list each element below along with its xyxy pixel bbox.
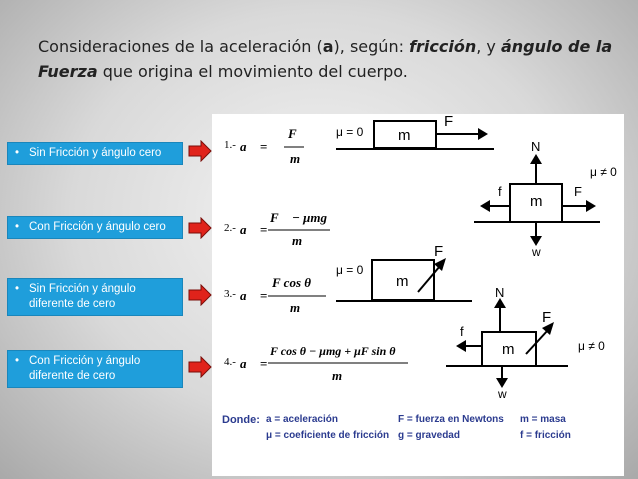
svg-text:F: F [434, 243, 444, 260]
eq4-number: 4.- [224, 356, 236, 368]
red-arrow-icon [188, 284, 212, 306]
eq4-denominator: m [332, 368, 343, 383]
red-arrow-icon [188, 356, 212, 378]
svg-text:m: m [398, 127, 411, 144]
svg-text:f: f [460, 324, 464, 339]
legend-f: f = fricción [520, 430, 571, 441]
eq3-numerator: F cos θ [272, 275, 312, 290]
legend-g: g = gravedad [398, 430, 460, 441]
red-arrow-icon [188, 140, 212, 162]
legend-m: m = masa [520, 414, 566, 425]
svg-text:F: F [444, 114, 454, 130]
eq2-number: 2.- [224, 222, 236, 234]
eq1-denominator: m [290, 151, 301, 166]
svg-text:μ = 0: μ = 0 [336, 263, 364, 277]
eq3-lhs: a⃗ = [240, 288, 268, 303]
eq1-lhs: a⃗ = [240, 139, 268, 154]
mu-zero-label: μ = 0 [336, 125, 364, 139]
eq2-lhs: a⃗ = [240, 222, 268, 237]
case-label-2: • Con Fricción y ángulo cero [7, 216, 183, 239]
diagram-3 [336, 243, 472, 301]
eq1-number: 1.- [224, 139, 236, 151]
eq3-number: 3.- [224, 288, 236, 300]
svg-text:m: m [502, 341, 515, 358]
svg-text:w: w [532, 245, 541, 259]
formulas-panel [212, 114, 624, 476]
svg-text:N: N [495, 285, 505, 300]
slide-title: Consideraciones de la aceleración (a), según: fricción, y ángulo de la Fuerza que origina el movimiento del cuerpo. [38, 37, 613, 81]
svg-text:m: m [530, 193, 543, 210]
case-label-3: • Sin Fricción y ángulo diferente de cero [7, 278, 183, 316]
svg-text:f: f [498, 184, 502, 199]
diagram-1 [336, 114, 494, 149]
eq3-denominator: m [290, 300, 301, 315]
svg-text:F: F [542, 309, 552, 326]
legend-F: F = fuerza en Newtons [398, 414, 504, 425]
case-label-4: • Con Fricción y ángulo diferente de cero [7, 350, 183, 388]
svg-text:N: N [531, 139, 541, 154]
case-label-1: • Sin Fricción y ángulo cero [7, 142, 183, 165]
svg-text:m: m [396, 273, 409, 290]
diagram-4 [446, 285, 605, 401]
eq4-lhs: a⃗ = [240, 356, 268, 371]
eq1-numerator: F⃗ [288, 126, 307, 141]
eq2-denominator: m [292, 233, 303, 248]
svg-text:F: F [574, 184, 582, 199]
diagram-2 [474, 139, 617, 259]
svg-text:μ ≠ 0: μ ≠ 0 [578, 339, 605, 353]
legend-a: a = aceleración [266, 414, 338, 425]
legend-mu: μ = coeficiente de fricción [266, 430, 390, 441]
red-arrow-icon [188, 217, 212, 239]
equations-svg [212, 114, 624, 414]
legend-donde: Donde: [222, 414, 260, 426]
mu-nonzero-label: μ ≠ 0 [590, 165, 617, 179]
legend [212, 410, 624, 470]
eq4-numerator: F cos θ − μmg + μF sin θ [270, 344, 396, 358]
svg-text:w: w [498, 387, 507, 401]
eq2-numerator: F⃗ − μmg [270, 210, 328, 225]
